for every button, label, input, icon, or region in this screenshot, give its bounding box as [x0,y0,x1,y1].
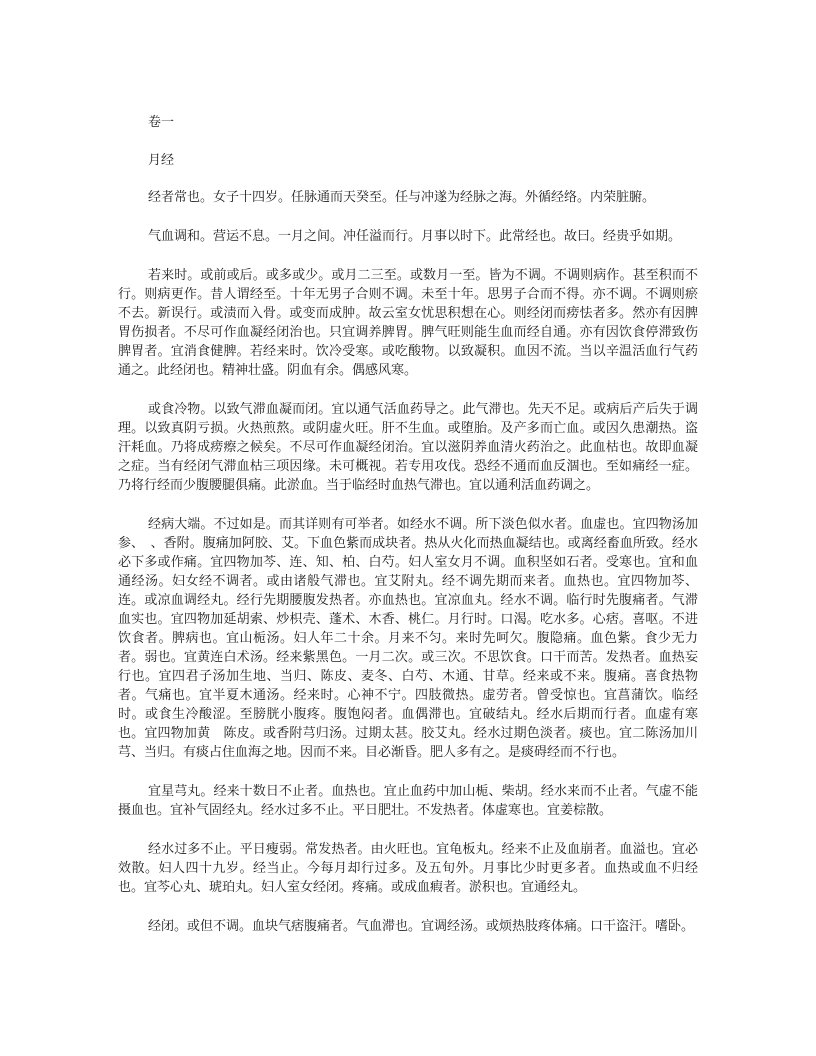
paragraph: 经病大端。不过如是。而其详则有可举者。如经水不调。所下淡色似水者。血虚也。宜四物汤加参、 、香附。腹痛加阿胶、艾。下血色紫而成块者。热从火化而热血凝结也。或离经畜血所致。经水必下多或作痛。宜四物加芩、连、知、柏、白芍。妇人室女月不调。血积坚如石者。受寒也。宜和血通经汤。妇女经不调者。或由诸般气滞也。宜艾附丸。经不调先期而来者。血热也。宜四物加芩、连。或凉血调经丸。经行先期腰腹发热者。亦血热也。宜凉血丸。经水不调。临行时先腹痛者。气滞血实也。宜四物加延胡索、炒枳壳、蓬术、木香、桃仁。月行时。口渴。吃水多。心痞。喜呕。不进饮食者。脾病也。宜山栀汤。妇人年二十余。月来不匀。来时先呵欠。腹隐痛。血色紫。食少无力者。弱也。宜黄连白术汤。经来紫黑色。一月二次。或三次。不思饮食。口干而苦。发热者。血热妄行也。宜四君子汤加生地、当归、陈皮、麦冬、白芍、木通、甘草。经来或不来。腹痛。喜食热物者。气痛也。宜半夏木通汤。经来时。心神不宁。四肢微热。虚劳者。曾受惊也。宜菖蒲饮。临经时。或食生冷酸涩。至膀胱小腹疼。腹饱闷者。血偶滞也。宜破结丸。经水后期而行者。血虚有寒也。宜四物加黄 陈皮。或香附芎归汤。过期太甚。胶艾丸。经水过期色淡者。痰也。宜二陈汤加川芎、当归。有痰占住血海之地。因而不来。目必渐昏。肥人多有之。是痰碍经而不行也。 [118,517,698,760]
volume-title: 卷一 [148,115,175,130]
paragraph: 经水过多不止。平日瘦弱。常发热者。由火旺也。宜龟板丸。经来不止及血崩者。血溢也。宜必效散。妇人四十九岁。经当止。今每月却行过多。及五旬外。月事比少时更多者。血热或血不归经也。宜芩心丸、琥珀丸。妇人室女经闭。疼痛。或成血瘕者。淤积也。宜通经丸。 [118,842,698,895]
paragraph: 经者常也。女子十四岁。任脉通而天癸至。任与冲遂为经脉之海。外循经络。内荣脏腑。 [148,190,656,205]
document-body [118,112,698,956]
paragraph: 宜星芎丸。经来十数日不止者。血热也。宜止血药中加山栀、柴胡。经水来而不止者。气虚不能摄血也。宜补气固经丸。经水过多不止。平日肥壮。不发热者。体虚寒也。宜姜棕散。 [118,784,698,818]
paragraph: 若来时。或前或后。或多或少。或月二三至。或数月一至。皆为不调。不调则病作。甚至积而不行。则病更作。昔人谓经至。十年无男子合则不调。未至十年。思男子合而不得。亦不调。不调则瘀不去。新误行。或渍而入骨。或变而成肿。故云室女忧思积想在心。则经闭而痨怯者多。然亦有因脾胃伤损者。不尽可作血凝经闭治也。只宜调养脾胃。脾气旺则能生血而经自通。亦有因饮食停滞致伤脾胃者。宜消食健脾。若经来时。饮冷受寒。或吃酸物。以致凝积。血因不流。当以辛温活血行气药通之。此经闭也。精神壮盛。阴血有余。偶感风寒。 [118,268,698,378]
paragraph: 经闭。或但不调。血块气痞腹痛者。气血滞也。宜调经汤。或烦热肢疼体痛。口干盗汗。嗜卧。 [148,919,695,934]
section-title: 月经 [148,153,175,168]
paragraph: 气血调和。营运不息。一月之间。冲任溢而行。月事以时下。此常经也。故曰。经贵乎如期。 [148,229,682,244]
paragraph: 或食冷物。以致气滞血凝而闭。宜以通气活血药导之。此气滞也。先天不足。或病后产后失于调理。以致真阴亏损。火热煎熬。或阴虚火旺。肝不生血。或堕胎。及产多而亡血。或因久患潮热。盗汗耗血。乃将成痨瘵之候矣。不尽可作血凝经闭治。宜以滋阴养血清火药治之。此血枯也。故即血凝之症。当有经闭气滞血枯三项因缘。未可概视。若专用攻伐。恐经不通而血反涸也。至如痛经一症。乃将行经而少腹腰腿俱痛。此淤血。当于临经时血热气滞也。宜以通利活血药调之。 [118,402,698,493]
